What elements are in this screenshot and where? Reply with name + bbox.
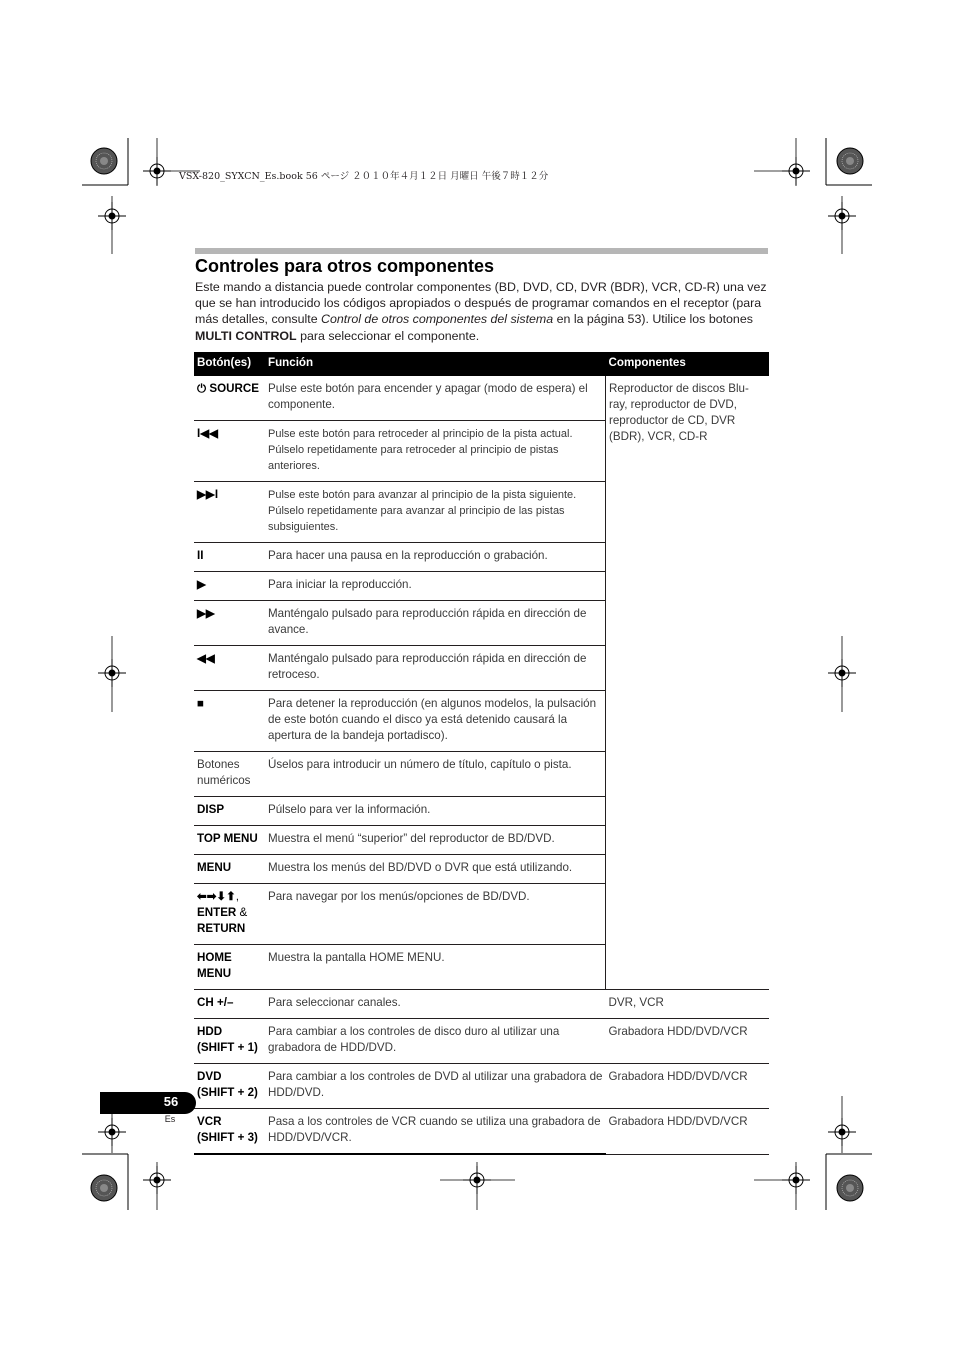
button-channel: CH +/– xyxy=(194,990,265,1019)
button-hdd: HDD (SHIFT + 1) xyxy=(194,1019,265,1064)
table-row xyxy=(194,376,769,421)
button-next: ▶▶I xyxy=(194,482,265,543)
button-dvd: DVD (SHIFT + 2) xyxy=(194,1064,265,1109)
function-cell: Para detener la reproducción (en algunos modelos, la pulsación de este botón cuando el disco ya está detenido causará la apertura de la bandeja portadisco). xyxy=(265,691,606,752)
component-cell: Reproductor de discos Blu-ray, reproductor de DVD, reproductor de CD, DVR (BDR), VCR, CD-R xyxy=(609,382,749,443)
button-menu: MENU xyxy=(194,855,265,884)
button-numeric: Botones numéricos xyxy=(194,752,265,797)
button-previous: I◀◀ xyxy=(194,421,265,482)
print-header: VSX-820_SYXCN_Es.book 56 ページ ２０１０年４月１２日 月曜日 午後７時１２分 xyxy=(179,171,549,182)
component-cell: Grabadora HDD/DVD/VCR xyxy=(606,1019,770,1064)
function-cell: Muestra la pantalla HOME MENU. xyxy=(265,945,606,990)
table-row xyxy=(194,1064,769,1109)
button-pause: II xyxy=(194,543,265,572)
function-cell: Manténgalo pulsado para reproducción rápida en dirección de avance. xyxy=(265,601,606,646)
function-cell: Para hacer una pausa en la reproducción o grabación. xyxy=(265,543,606,572)
col-header-buttons: Botón(es) xyxy=(194,352,265,376)
button-top-menu: TOP MENU xyxy=(194,826,265,855)
button-vcr: VCR (SHIFT + 3) xyxy=(194,1109,265,1155)
function-cell: Para cambiar a los controles de DVD al utilizar una grabadora de HDD/DVD. xyxy=(265,1064,606,1109)
button-play: ▶ xyxy=(194,572,265,601)
component-cell: DVR, VCR xyxy=(606,990,770,1019)
return-label: RETURN xyxy=(197,922,246,935)
arrow-separator: , xyxy=(235,891,239,903)
section-rule xyxy=(195,248,768,254)
table-row xyxy=(194,1019,769,1064)
function-cell: Úselos para introducir un número de título, capítulo o pista. xyxy=(265,752,606,797)
button-home-menu: HOME MENU xyxy=(194,945,265,990)
component-cell: Grabadora HDD/DVD/VCR xyxy=(606,1109,770,1155)
controls-table xyxy=(194,352,769,1155)
language-code: Es xyxy=(164,1114,176,1124)
and-label: & xyxy=(236,906,248,919)
button-navigation xyxy=(194,884,265,945)
component-cell: Grabadora HDD/DVD/VCR xyxy=(606,1064,770,1109)
intro-text-3: para seleccionar el componente. xyxy=(296,328,480,343)
intro-text-1: Este mando a distancia puede controlar componentes (BD, DVD, CD, DVR (BDR), VCR, CD-R) una vez que se han introducido los códigos apropiados o después de programar comandos en el receptor (para más detalles, consulte xyxy=(195,280,767,327)
function-cell: Muestra los menús del BD/DVD o DVR que está utilizando. xyxy=(265,855,606,884)
intro-multi-control: MULTI CONTROL xyxy=(195,328,297,343)
arrow-keys-icon: ⬅➡⬇⬆ xyxy=(197,890,236,903)
table-header-row xyxy=(194,352,769,376)
function-cell: Pulse este botón para encender y apagar (modo de espera) el componente. xyxy=(265,376,606,421)
button-source: ⏻ SOURCE xyxy=(194,376,265,421)
function-cell: Muestra el menú “superior” del reproductor de BD/DVD. xyxy=(265,826,606,855)
intro-paragraph xyxy=(195,279,770,344)
col-header-function: Función xyxy=(265,352,606,376)
function-cell: Pulse este botón para retroceder al principio de la pista actual. Púlselo repetidamente para retroceder al principio de pistas anteriores. xyxy=(265,421,606,482)
button-stop: ■ xyxy=(194,691,265,752)
enter-label: ENTER xyxy=(197,906,237,919)
function-cell: Para cambiar a los controles de disco duro al utilizar una grabadora de HDD/DVD. xyxy=(265,1019,606,1064)
function-cell: Manténgalo pulsado para reproducción rápida en dirección de retroceso. xyxy=(265,646,606,691)
page-number: 56 xyxy=(163,1094,179,1109)
intro-text-2: en la página 53). Utilice los botones xyxy=(553,312,753,327)
function-cell: Púlselo para ver la información. xyxy=(265,797,606,826)
button-fast-forward: ▶▶ xyxy=(194,601,265,646)
button-disp: DISP xyxy=(194,797,265,826)
page-title: Controles para otros componentes xyxy=(195,256,495,276)
function-cell: Para navegar por los menús/opciones de BD/DVD. xyxy=(265,884,606,945)
table-row xyxy=(194,990,769,1019)
function-cell: Pasa a los controles de VCR cuando se utiliza una grabadora de HDD/DVD/VCR. xyxy=(265,1109,606,1155)
button-rewind: ◀◀ xyxy=(194,646,265,691)
intro-reference: Control de otros componentes del sistema xyxy=(321,312,554,327)
function-cell: Para seleccionar canales. xyxy=(265,990,606,1019)
table-row xyxy=(194,1109,769,1155)
function-cell: Para iniciar la reproducción. xyxy=(265,572,606,601)
col-header-components: Componentes xyxy=(606,352,770,376)
function-cell: Pulse este botón para avanzar al principio de la pista siguiente. Púlselo repetidamente para avanzar al principio de las pistas subsiguientes. xyxy=(265,482,606,543)
